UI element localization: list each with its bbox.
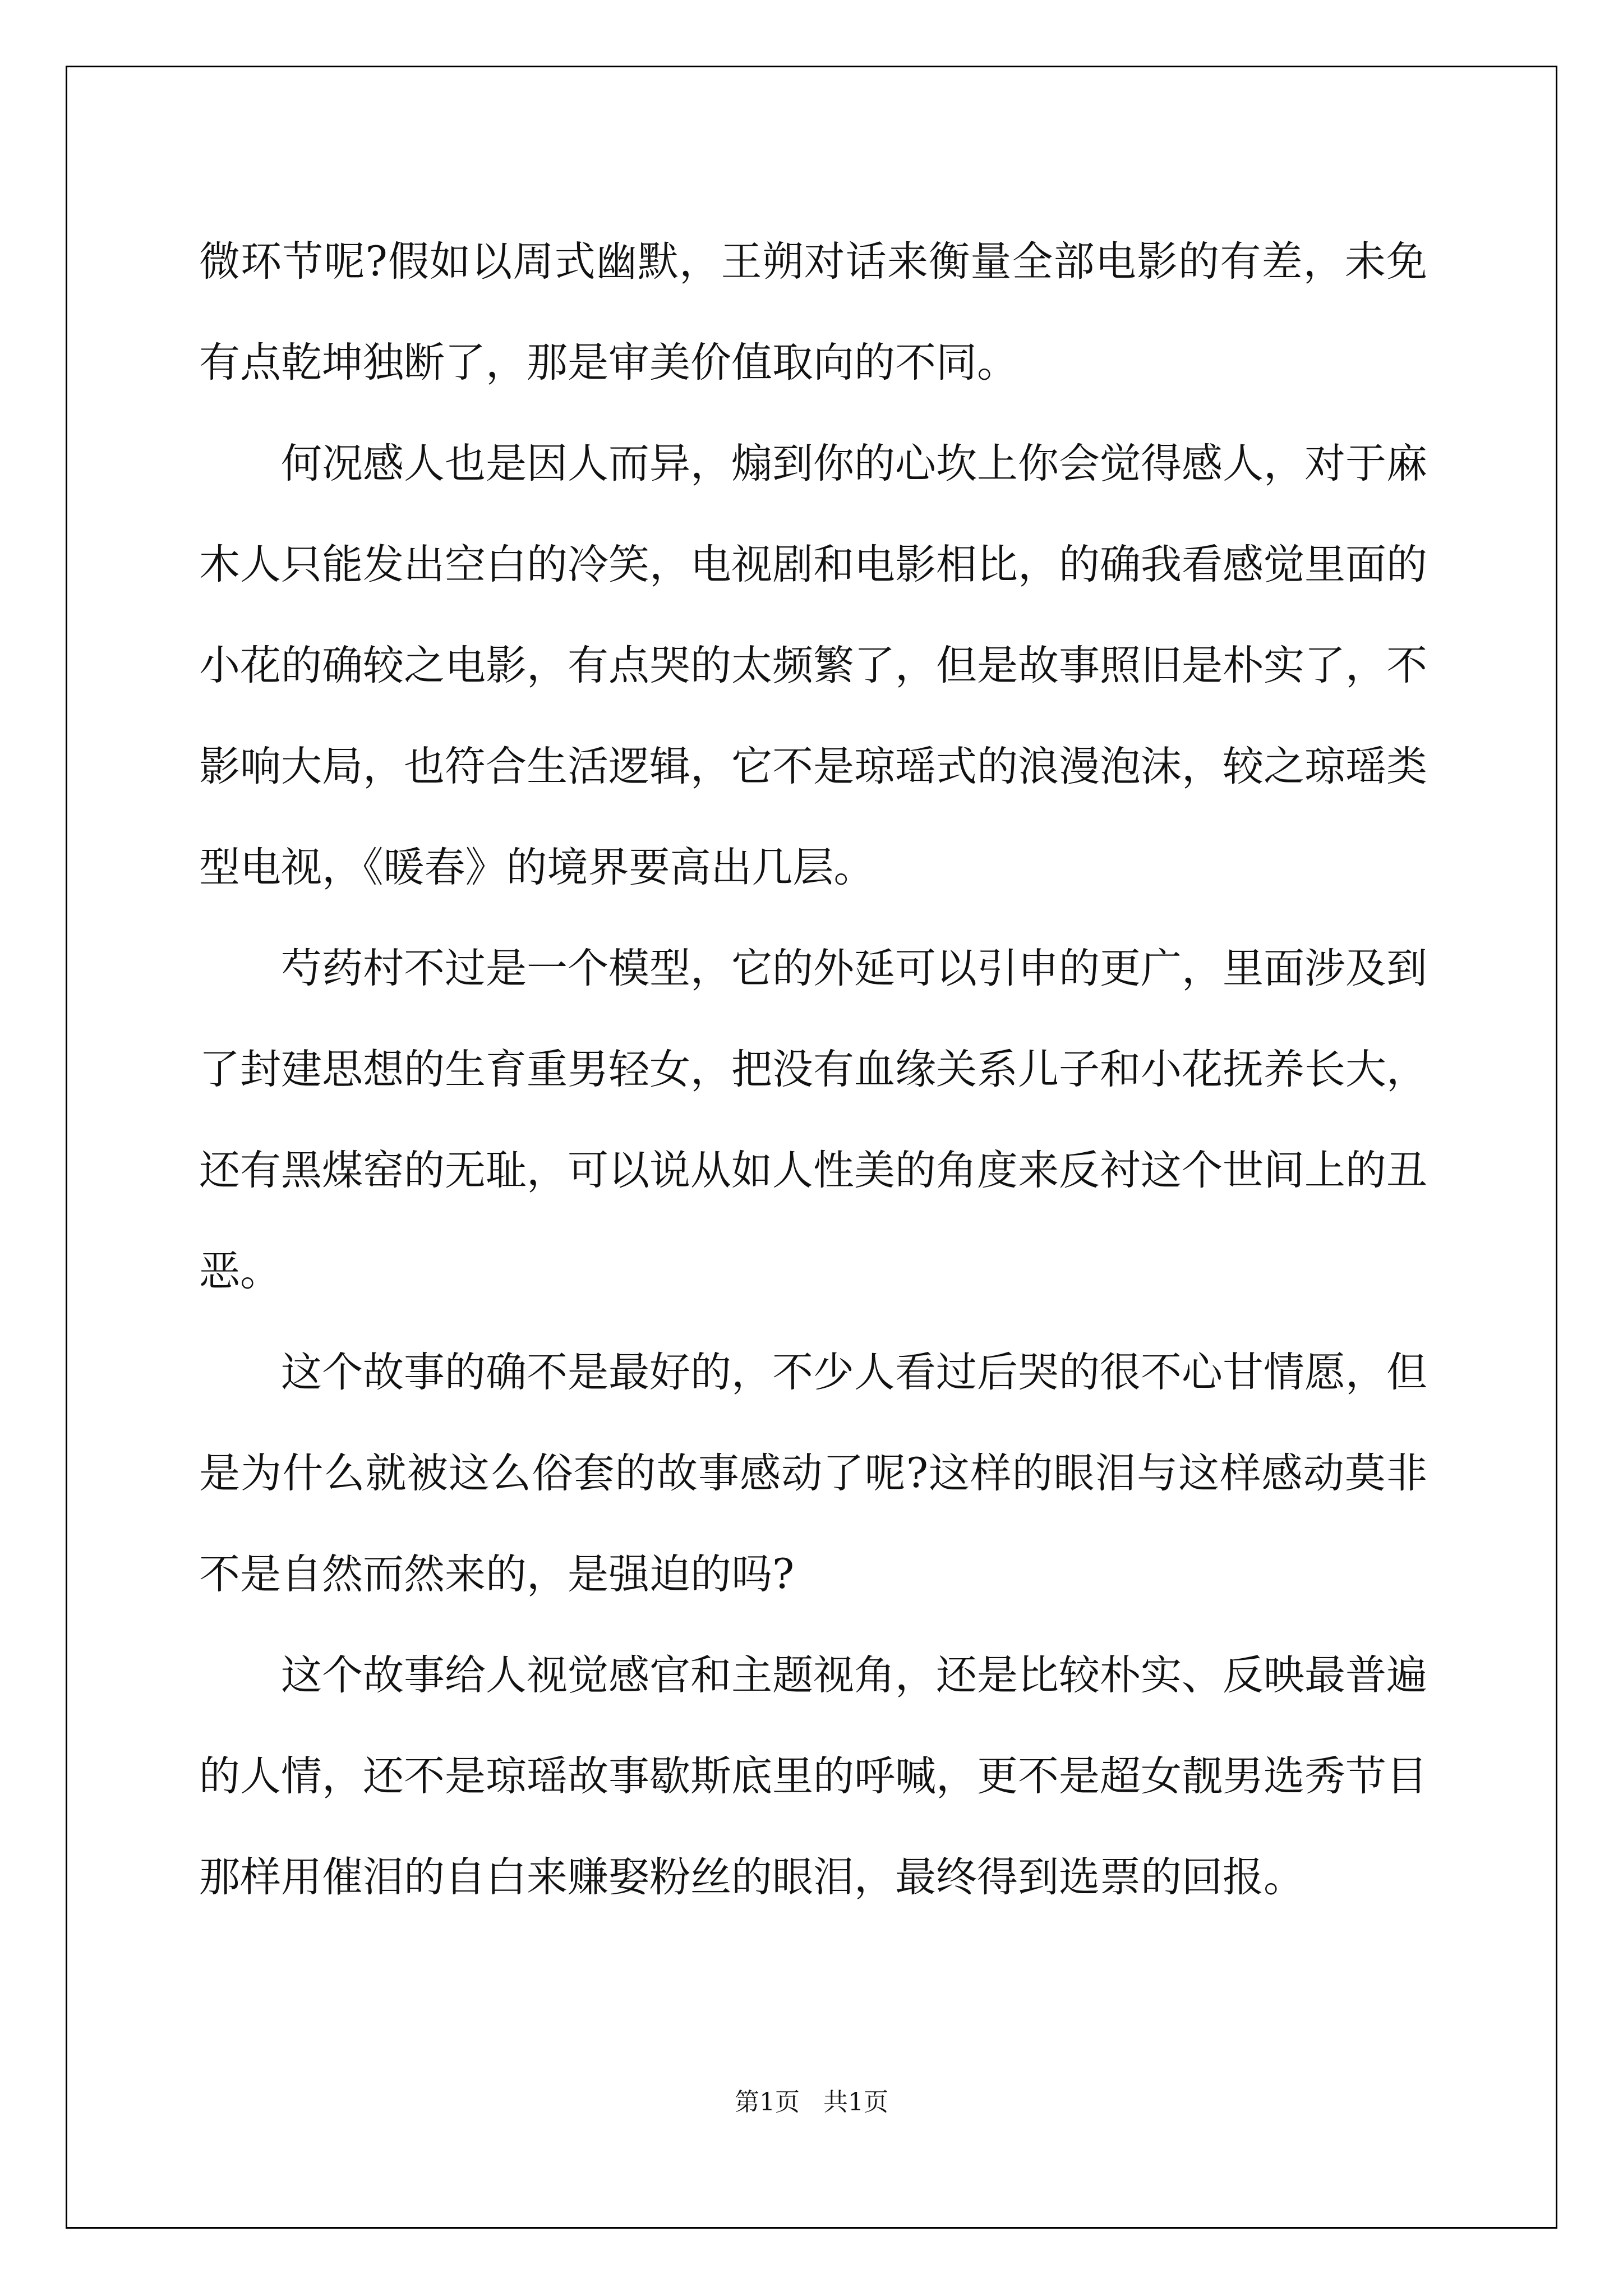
document-body bbox=[199, 211, 1427, 1928]
paragraph-2: 何况感人也是因人而异，煽到你的心坎上你会觉得感人，对于麻木人只能发出空白的冷笑，电视剧和电影相比，的确我看感觉里面的小花的确较之电影，有点哭的太频繁了，但是故事照旧是朴实了，不影响大局，也符合生活逻辑，它不是琼瑶式的浪漫泡沫，较之琼瑶类型电视，《暖春》的境界要高出几层。 bbox=[199, 440, 1427, 891]
page-number-footer: 第1页 共1页 bbox=[735, 2088, 888, 2116]
paragraph-1: 微环节呢?假如以周式幽默，王朔对话来衡量全部电影的有差，未免有点乾坤独断了，那是审美价值取向的不同。 bbox=[199, 238, 1427, 386]
paragraph-3: 芍药村不过是一个模型，它的外延可以引申的更广，里面涉及到了封建思想的生育重男轻女，把没有血缘关系儿子和小花抚养长大，还有黑煤窑的无耻，可以说从如人性美的角度来反衬这个世间上的丑恶。 bbox=[199, 945, 1427, 1295]
paragraph-5: 这个故事给人视觉感官和主题视角，还是比较朴实、反映最普遍的人情，还不是琼瑶故事歇斯底里的呼喊，更不是超女靓男选秀节目那样用催泪的自白来赚娶粉丝的眼泪，最终得到选票的回报。 bbox=[199, 1651, 1427, 1901]
paragraph-4: 这个故事的确不是最好的，不少人看过后哭的很不心甘情愿，但是为什么就被这么俗套的故事感动了呢?这样的眼泪与这样感动莫非不是自然而然来的，是强迫的吗? bbox=[199, 1349, 1427, 1598]
